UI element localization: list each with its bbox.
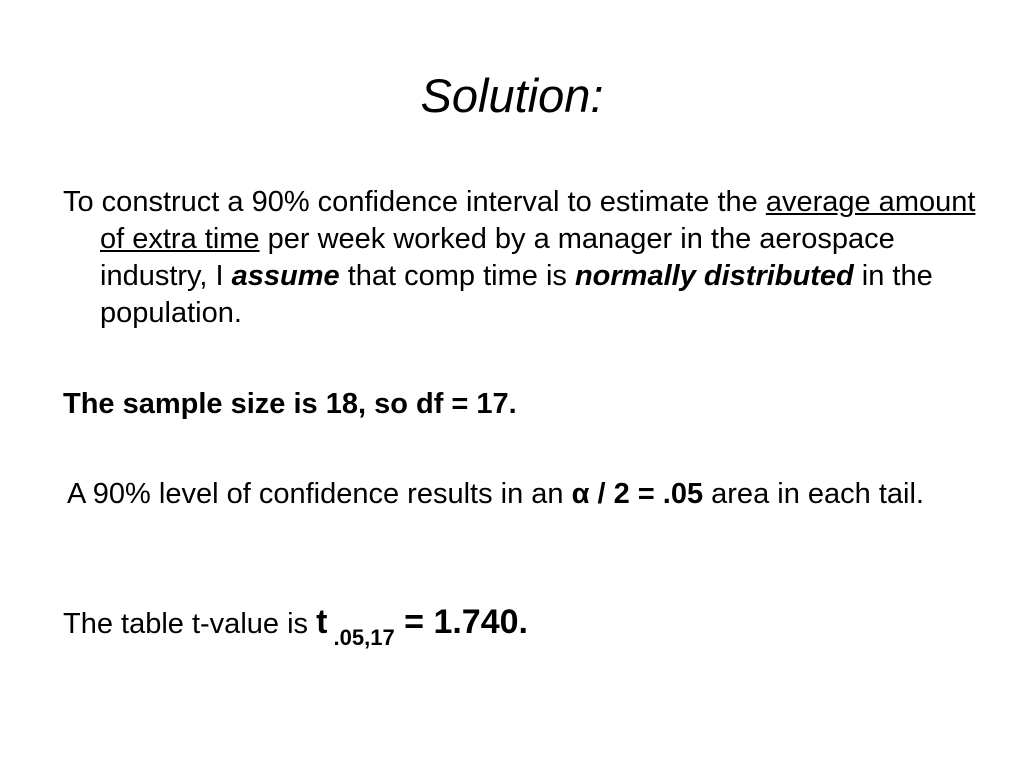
p1-text-4: in the population. bbox=[100, 260, 933, 329]
paragraph-t-value bbox=[63, 603, 963, 650]
p3-alpha-expression: α / 2 = .05 bbox=[571, 478, 704, 510]
p3-text-2: area in each tail. bbox=[703, 478, 924, 510]
t-symbol: t bbox=[316, 603, 328, 641]
p1-underlined-text: average amount of extra time bbox=[100, 186, 976, 255]
p1-text-2: per week worked by a manager in the aerospace industry, I bbox=[100, 223, 895, 292]
paragraph-sample-size: The sample size is 18, so df = 17. bbox=[63, 388, 517, 420]
t-value: 1.740. bbox=[433, 603, 528, 641]
t-equals: = bbox=[394, 603, 434, 641]
p1-text-3: that comp time is bbox=[339, 260, 575, 292]
p1-emphasis-assume: assume bbox=[231, 260, 340, 292]
slide-title: Solution: bbox=[420, 69, 604, 122]
p1-text-1: To construct a 90% confidence interval to estimate the bbox=[63, 186, 766, 218]
p1-emphasis-normally-distributed: normally distributed bbox=[574, 260, 854, 292]
p3-text-1: A 90% level of confidence results in an bbox=[67, 478, 572, 510]
paragraph-confidence-level bbox=[67, 476, 1004, 513]
paragraph-assumption bbox=[63, 184, 1000, 332]
t-subscript: .05,17 bbox=[327, 625, 395, 650]
p4-text-1: The table t-value is bbox=[63, 608, 317, 640]
